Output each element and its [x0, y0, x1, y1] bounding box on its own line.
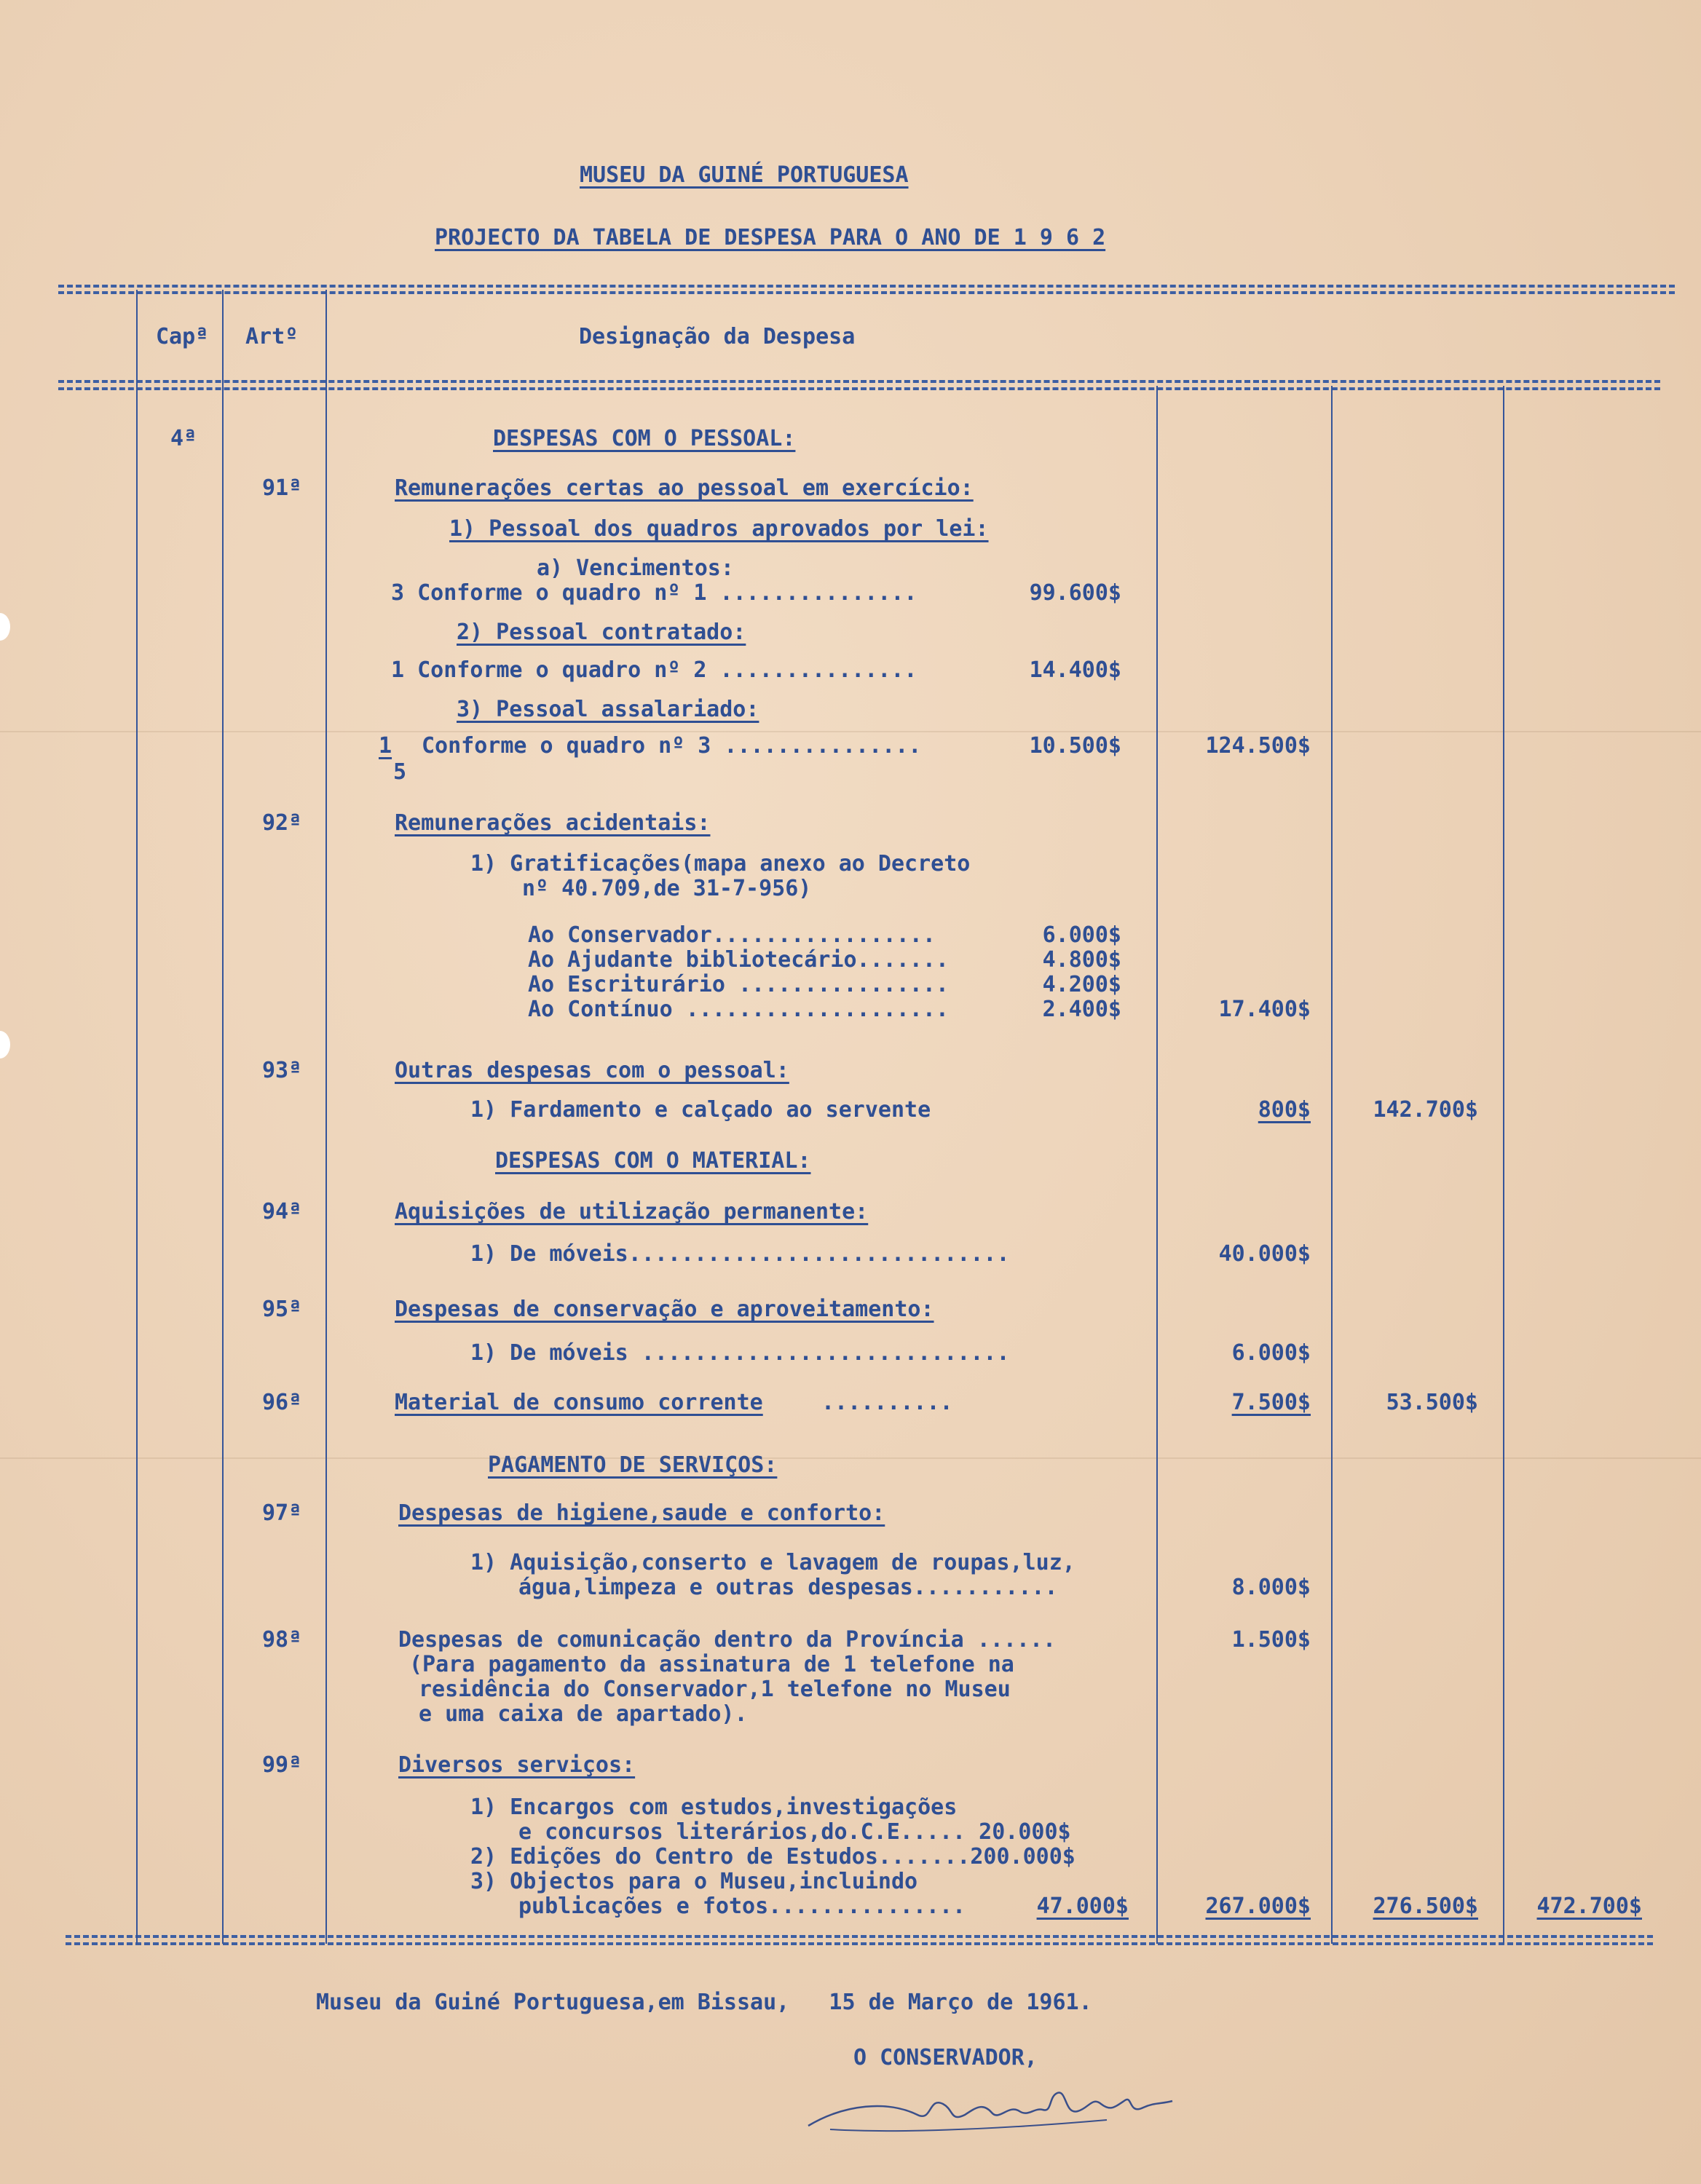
- art-91-sub1: 1) Pessoal dos quadros aprovados por lei:: [449, 516, 989, 542]
- art-99-title: Diversos serviços:: [398, 1752, 636, 1778]
- section-servicos: PAGAMENTO DE SERVIÇOS:: [488, 1452, 778, 1478]
- art-95-number: 95ª: [262, 1297, 302, 1322]
- art-93-value: 800$: [1258, 1097, 1311, 1123]
- top-rule: [58, 285, 1675, 288]
- art-98-note-3: e uma caixa de apartado).: [419, 1701, 748, 1727]
- paper-fold: [0, 731, 1701, 732]
- place-date: Museu da Guiné Portuguesa,em Bissau, 15 de Março de 1961.: [316, 1990, 1092, 2015]
- pessoal-section-total: 142.700$: [1373, 1097, 1478, 1123]
- art-97-sub1b: água,limpeza e outras despesas...........: [518, 1575, 1058, 1600]
- art-92-item-3-value: 4.200$: [1042, 972, 1121, 997]
- art-98-note-2: residência do Conservador,1 telefone no Museu: [419, 1677, 1011, 1702]
- art-99-item-3b: publicações e fotos...............: [518, 1894, 966, 1919]
- art-92-item-2-value: 4.800$: [1042, 947, 1121, 973]
- institution-title: MUSEU DA GUINÉ PORTUGUESA: [580, 162, 909, 188]
- chapter-number: 4ª: [170, 426, 197, 451]
- art-95-title: Despesas de conservação e aproveitamento:: [395, 1297, 934, 1322]
- art-94-value: 40.000$: [1218, 1241, 1311, 1267]
- header-designation: Designação da Despesa: [579, 324, 856, 349]
- header-cap: Capª: [156, 324, 209, 349]
- art-93-number: 93ª: [262, 1058, 302, 1083]
- art-92-item-1: Ao Conservador.................: [528, 922, 936, 948]
- art-91-sub1a: a) Vencimentos:: [537, 555, 734, 581]
- col-line-amount-1: [1156, 386, 1158, 1944]
- art-92-sub1: 1) Gratificações(mapa anexo ao Decreto: [470, 851, 971, 877]
- art-91-number: 91ª: [262, 475, 302, 501]
- art-92-number: 92ª: [262, 810, 302, 836]
- col-line-amount-3: [1503, 386, 1504, 1944]
- section-material: DESPESAS COM O MATERIAL:: [495, 1148, 811, 1174]
- document-title: PROJECTO DA TABELA DE DESPESA PARA O ANO DE 1 9 6 2: [435, 225, 1106, 250]
- art-91-line3-num: 1: [379, 733, 392, 759]
- art-91-total: 124.500$: [1205, 733, 1311, 759]
- art-91-line2-value: 14.400$: [1029, 657, 1121, 683]
- art-97-sub1: 1) Aquisição,conserto e lavagem de roupas,luz,: [470, 1550, 1076, 1575]
- paper-fold: [0, 1457, 1701, 1459]
- grand-total: 472.700$: [1536, 1894, 1642, 1919]
- art-91-line1-value: 99.600$: [1029, 580, 1121, 606]
- art-94-sub1: 1) De móveis.............................: [470, 1241, 1010, 1267]
- col-line-cap-right: [222, 290, 224, 1944]
- art-98-number: 98ª: [262, 1627, 302, 1653]
- art-93-title: Outras despesas com o pessoal:: [395, 1058, 789, 1083]
- art-92-item-4-value: 2.400$: [1042, 997, 1121, 1022]
- art-92-sub1b: nº 40.709,de 31-7-956): [522, 876, 812, 901]
- art-99-item-2: 2) Edições do Centro de Estudos.......200.000$: [470, 1844, 1076, 1870]
- art-91-title: Remunerações certas ao pessoal em exercício:: [395, 475, 974, 501]
- punch-hole-bottom: [0, 1031, 10, 1059]
- art-91-line1: 3 Conforme o quadro nº 1 ...............: [391, 580, 917, 606]
- top-rule-2: [58, 291, 1675, 294]
- art-97-value: 8.000$: [1231, 1575, 1311, 1600]
- section-pessoal: DESPESAS COM O PESSOAL:: [493, 426, 796, 451]
- servicos-section-total: 276.500$: [1373, 1894, 1478, 1919]
- art-96-number: 96ª: [262, 1390, 302, 1415]
- art-91-line3-value: 10.500$: [1029, 733, 1121, 759]
- art-98-note-1: (Para pagamento da assinatura de 1 telefone na: [409, 1652, 1014, 1677]
- art-95-sub1: 1) De móveis ............................: [470, 1340, 1010, 1366]
- art-92-title: Remunerações acidentais:: [395, 810, 711, 836]
- art-99-item-3-value: 47.000$: [1036, 1894, 1129, 1919]
- art-98-title: Despesas de comunicação dentro da Província ......: [398, 1627, 1057, 1653]
- art-96-value: 7.500$: [1231, 1390, 1311, 1415]
- art-91-sub3: 3) Pessoal assalariado:: [457, 697, 759, 722]
- art-97-number: 97ª: [262, 1500, 302, 1526]
- art-97-title: Despesas de higiene,saude e conforto:: [398, 1500, 885, 1526]
- col-line-amount-2: [1331, 386, 1333, 1944]
- art-92-item-4: Ao Contínuo ....................: [528, 997, 949, 1022]
- art-99-item-3a: 3) Objectos para o Museu,incluindo: [470, 1869, 918, 1894]
- art-94-number: 94ª: [262, 1199, 302, 1224]
- art-95-value: 6.000$: [1231, 1340, 1311, 1366]
- header-rule-2: [58, 387, 1660, 390]
- art-91-sub2: 2) Pessoal contratado:: [457, 620, 746, 645]
- art-99-item-1b: e concursos literários,do.C.E..... 20.000$: [518, 1819, 1071, 1845]
- punch-hole-top: [0, 613, 10, 641]
- bottom-rule: [66, 1935, 1653, 1938]
- signatory-role: O CONSERVADOR,: [853, 2045, 1038, 2070]
- col-line-art-right: [325, 290, 327, 1944]
- col-line-cap-left: [136, 290, 138, 1944]
- art-92-item-1-value: 6.000$: [1042, 922, 1121, 948]
- art-98-value: 1.500$: [1231, 1627, 1311, 1653]
- art-99-item-1a: 1) Encargos com estudos,investigações: [470, 1795, 958, 1820]
- art-91-line3: Conforme o quadro nº 3 ...............: [422, 733, 922, 759]
- art-92-item-3: Ao Escriturário ................: [528, 972, 949, 997]
- art-91-line3-den: 5: [393, 759, 407, 785]
- art-96-title: Material de consumo corrente: [395, 1390, 763, 1415]
- art-94-title: Aquisições de utilização permanente:: [395, 1199, 869, 1224]
- art-96-dots: ..........: [821, 1390, 953, 1415]
- servicos-col1-total: 267.000$: [1205, 1894, 1311, 1919]
- bottom-rule-2: [66, 1942, 1653, 1945]
- art-93-sub1: 1) Fardamento e calçado ao servente: [470, 1097, 931, 1123]
- header-rule: [58, 380, 1660, 383]
- header-art: Artº: [245, 324, 299, 349]
- art-92-item-2: Ao Ajudante bibliotecário.......: [528, 947, 949, 973]
- art-92-total: 17.400$: [1218, 997, 1311, 1022]
- material-section-total: 53.500$: [1386, 1390, 1478, 1415]
- art-99-number: 99ª: [262, 1752, 302, 1778]
- handwritten-signature: [801, 2075, 1180, 2140]
- art-91-line2: 1 Conforme o quadro nº 2 ...............: [391, 657, 917, 683]
